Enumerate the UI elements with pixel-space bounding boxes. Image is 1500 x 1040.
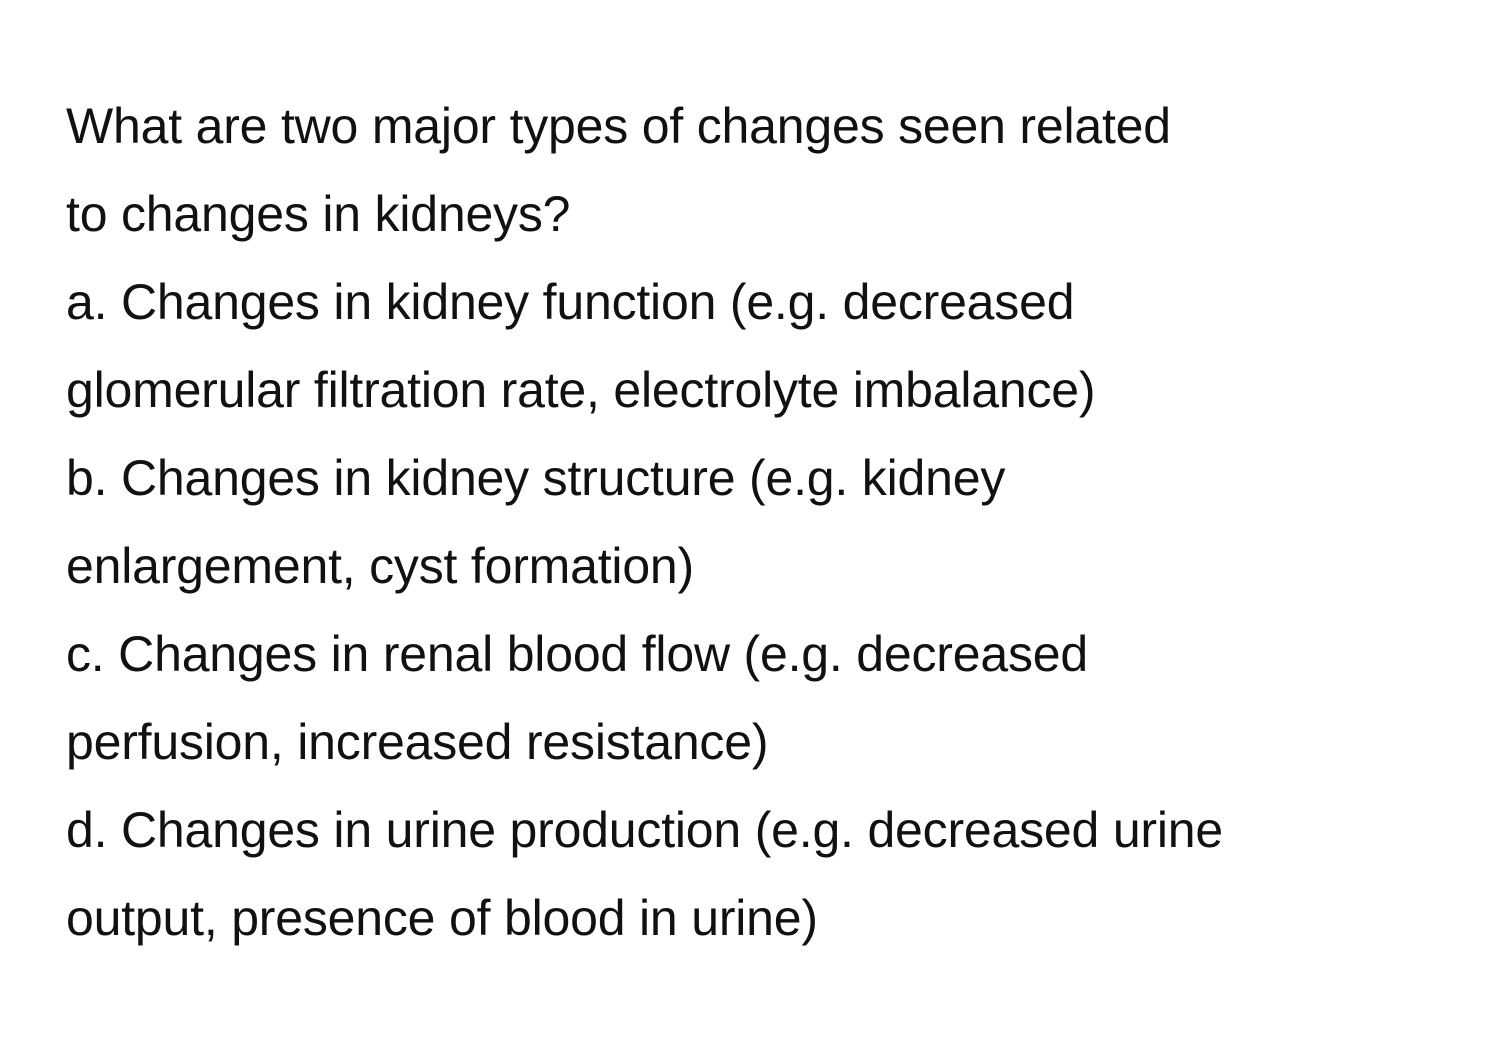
option-c xyxy=(66,610,1466,786)
question-text xyxy=(66,82,1466,258)
option-b xyxy=(66,434,1466,610)
option-line: output, presence of blood in urine) xyxy=(66,890,818,946)
option-line: glomerular filtration rate, electrolyte imbalance) xyxy=(66,362,1096,418)
option-line: a. Changes in kidney function (e.g. decreased xyxy=(66,274,1075,330)
option-line: b. Changes in kidney structure (e.g. kidney xyxy=(66,450,1006,506)
question-line: What are two major types of changes seen related xyxy=(66,98,1171,154)
option-line: perfusion, increased resistance) xyxy=(66,714,769,770)
option-line: enlargement, cyst formation) xyxy=(66,538,694,594)
option-a xyxy=(66,258,1466,434)
document-body xyxy=(66,82,1466,962)
option-d xyxy=(66,786,1466,962)
option-line: d. Changes in urine production (e.g. decreased urine xyxy=(66,802,1224,858)
question-line: to changes in kidneys? xyxy=(66,186,571,242)
option-line: c. Changes in renal blood flow (e.g. decreased xyxy=(66,626,1088,682)
